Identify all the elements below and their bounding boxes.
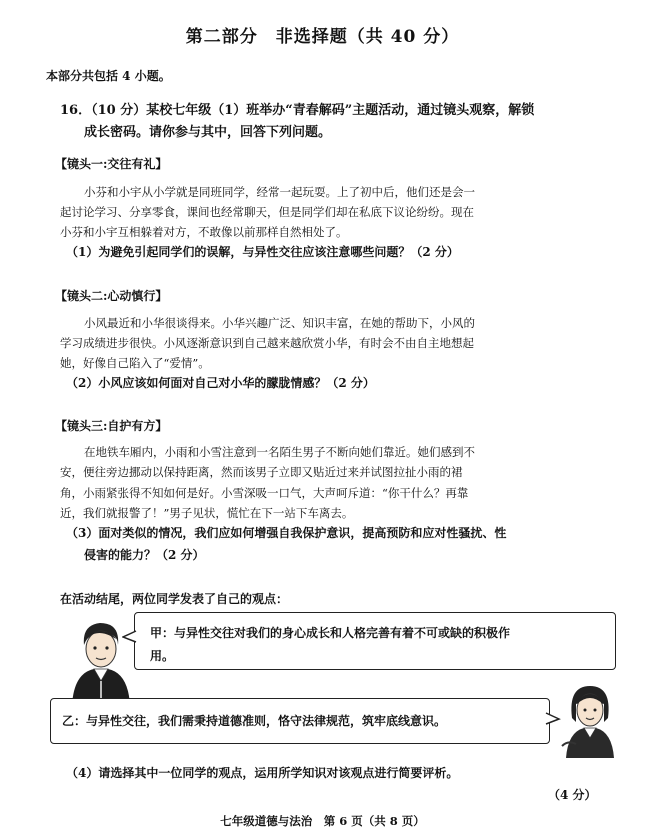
student-jia-speech-bubble xyxy=(134,612,616,670)
scene-3-heading: 【镜头三:自护有方】 xyxy=(55,419,168,433)
scene-1-text-1: 小芬和小宇从小学就是同班同学，经常一起玩耍。上了初中后，他们还是会一 xyxy=(84,185,475,199)
activity-question-score: （4 分） xyxy=(548,788,597,802)
section-intro: 本部分共包括 4 小题。 xyxy=(46,69,171,83)
section-title: 第二部分 非选择题（共 40 分） xyxy=(185,27,460,47)
scene-2-text-1: 小风最近和小华很谈得来。小华兴趣广泛、知识丰富，在她的帮助下，小风的 xyxy=(84,316,475,330)
scene-1-heading: 【镜头一:交往有礼】 xyxy=(55,157,168,171)
scene-3-text-3: 角，小雨紧张得不知如何是好。小雪深吸一口气，大声呵斥道：“你干什么？再靠 xyxy=(60,486,469,500)
scene-1-text-3: 小芬和小宇互相躲着对方，不敢像以前那样自然相处了。 xyxy=(60,225,348,239)
student-yi-avatar xyxy=(558,678,622,758)
student-jia-opinion-line-1: 甲：与异性交往对我们的身心成长和人格完善有着不可或缺的积极作 xyxy=(150,626,511,640)
scene-3-text-2: 安，便往旁边挪动以保持距离，然而该男子立即又贴近过来并试图拉扯小雨的裙 xyxy=(60,465,463,479)
page-footer: 七年级道德与法治 第 6 页（共 8 页） xyxy=(220,814,425,828)
scene-3-text-4: 近，我们就报警了！”男子见状，慌忙在下一站下车离去。 xyxy=(60,506,354,520)
scene-3-question-line-1: （3）面对类似的情况，我们应如何增强自我保护意识，提高预防和应对性骚扰、性 xyxy=(66,526,507,540)
scene-1-text-2: 起讨论学习、分享零食，课间也经常聊天，但是同学们却在私底下议论纷纷。现在 xyxy=(60,205,474,219)
scene-3-question-line-2: 侵害的能力？（2 分） xyxy=(84,548,205,562)
student-jia-opinion-line-2: 用。 xyxy=(150,649,175,663)
scene-2-heading: 【镜头二:心动慎行】 xyxy=(55,289,168,303)
scene-2-text-3: 她，好像自己陷入了“爱情”。 xyxy=(60,356,210,370)
activity-question: （4）请选择其中一位同学的观点，运用所学知识对该观点进行简要评析。 xyxy=(66,766,459,780)
scene-3-text-1: 在地铁车厢内，小雨和小雪注意到一名陌生男子不断向她们靠近。她们感到不 xyxy=(84,445,475,459)
question-16-line-1: 16．（10 分）某校七年级（1）班举办“青春解码”主题活动，通过镜头观察，解锁 xyxy=(60,103,535,118)
student-yi-opinion: 乙：与异性交往，我们需秉持道德准则，恪守法律规范，筑牢底线意识。 xyxy=(62,714,447,728)
scene-1-question: （1）为避免引起同学们的误解，与异性交往应该注意哪些问题？（2 分） xyxy=(66,245,459,259)
activity-intro: 在活动结尾，两位同学发表了自己的观点： xyxy=(60,592,289,606)
scene-2-text-2: 学习成绩进步很快。小风逐渐意识到自己越来越欣赏小华，有时会不由自主地想起 xyxy=(60,336,474,350)
question-16-line-2: 成长密码。请你参与其中，回答下列问题。 xyxy=(84,125,332,140)
speech-pointer-jia xyxy=(122,630,138,644)
student-jia-avatar xyxy=(62,615,140,705)
scene-2-question: （2）小风应该如何面对自己对小华的朦胧情感？（2 分） xyxy=(66,376,375,390)
